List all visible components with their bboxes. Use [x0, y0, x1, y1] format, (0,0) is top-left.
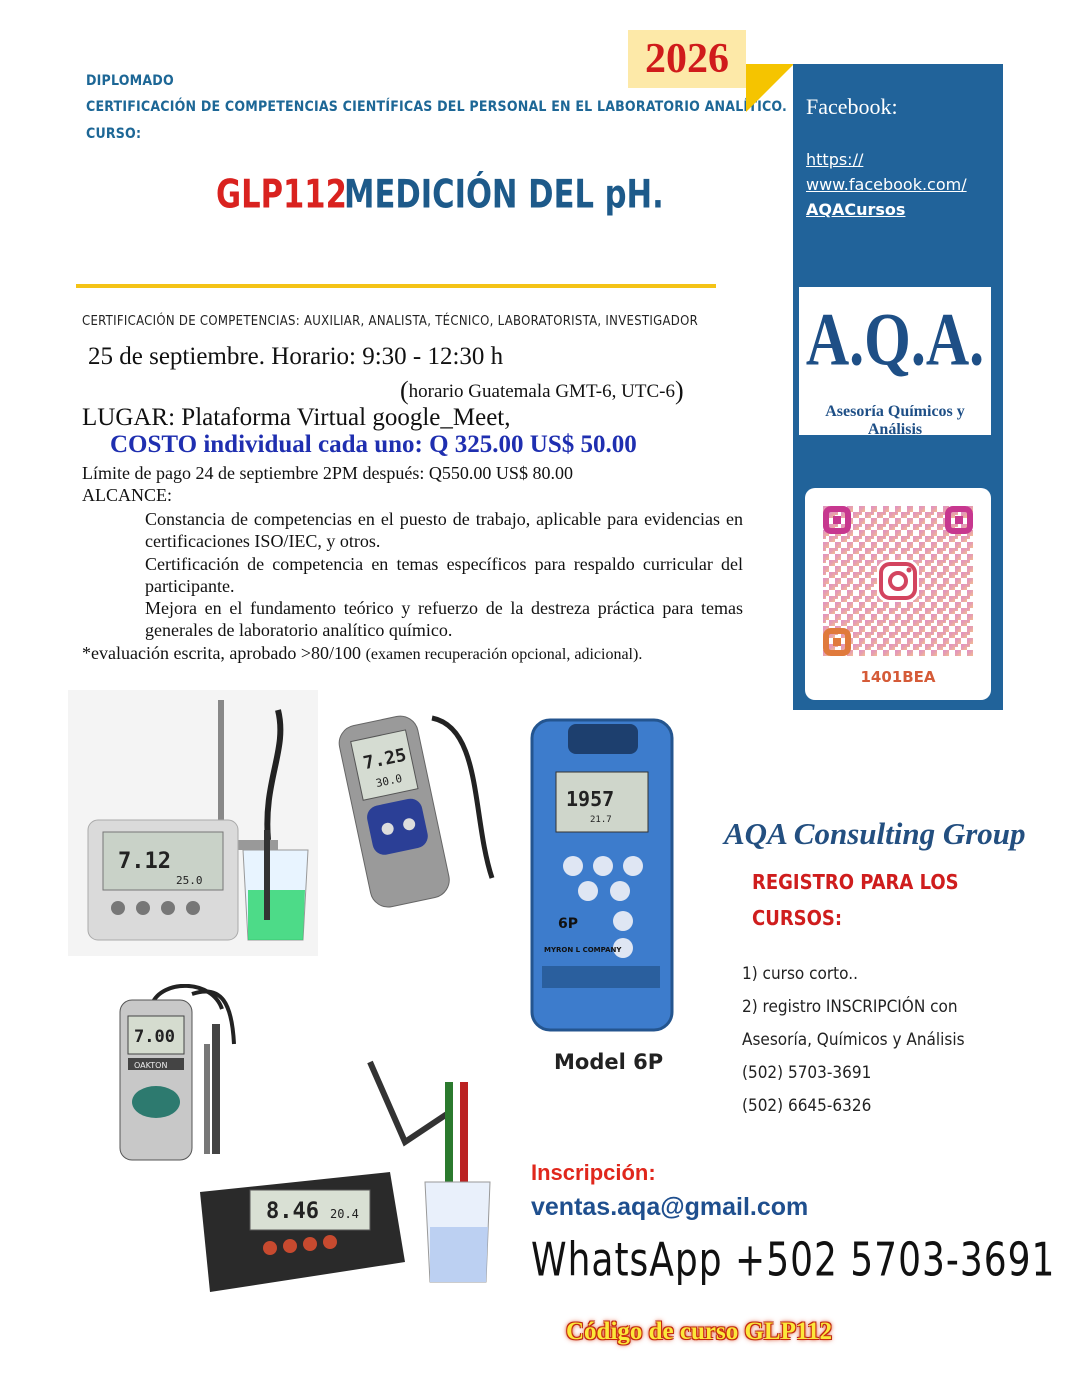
oakton-reading: 7.00: [134, 1027, 175, 1047]
program-label: DIPLOMADO: [86, 73, 174, 89]
program-title: CERTIFICACIÓN DE COMPETENCIAS CIENTÍFICAS DEL PERSONAL EN EL LABORATORIO ANALÍTICO.: [86, 99, 788, 115]
course-name-title: MEDICIÓN DEL pH.: [344, 172, 664, 218]
scope-item-3: Mejora en el fundamento teórico y refuerzo de la destreza práctica para temas generales de laboratorio analítico químico.: [145, 598, 743, 640]
logo-subtitle: Asesoría Químicos y Análisis: [825, 403, 965, 438]
benchtop-meter-image: [68, 690, 318, 956]
title-divider: [76, 284, 716, 288]
phone-1: (502) 5703-3691: [742, 1063, 872, 1083]
facebook-link-part2[interactable]: www.facebook.com/: [806, 175, 967, 194]
bench-temp: 20.4: [330, 1207, 359, 1221]
corner-triangle: [746, 64, 794, 112]
logo-text: A.Q.A.: [805, 298, 985, 381]
registration-title-1: REGISTRO PARA LOS: [752, 870, 959, 894]
payment-deadline: Límite de pago 24 de septiembre 2PM después: Q550.00 US$ 80.00: [82, 463, 573, 483]
registration-step-1: 1) curso corto..: [742, 964, 858, 984]
qr-code-label: 1401BEA: [860, 668, 936, 686]
scope-label: ALCANCE:: [82, 485, 172, 505]
myron-6p-image: [528, 716, 678, 1034]
evaluation-main: *evaluación escrita, aprobado >80/100: [82, 643, 362, 663]
aqa-logo: [799, 287, 991, 438]
evaluation-extra: (examen recuperación opcional, adicional).: [365, 646, 643, 663]
myron-model: 6P: [558, 916, 579, 932]
scope-item-2: Certificación de competencia en temas específicos para respaldo curricular del participante.: [145, 554, 743, 596]
facebook-link-part1[interactable]: https://: [806, 150, 864, 169]
cost: COSTO individual cada uno: Q 325.00 US$ 50.00: [110, 431, 637, 458]
inscription-label: Inscripción:: [531, 1160, 656, 1185]
course-code-badge: Código de curso GLP112: [566, 1318, 832, 1345]
oakton-brand: OAKTON: [134, 1061, 168, 1070]
email-link[interactable]: ventas.aqa@gmail.com: [531, 1193, 809, 1221]
place: LUGAR: Plataforma Virtual google_Meet,: [82, 404, 511, 431]
pen-meter-image: [322, 698, 522, 908]
year-badge: [628, 30, 746, 88]
meter1-temp: 25.0: [176, 874, 203, 887]
registration-step-2: 2) registro INSCRIPCIÓN con: [742, 997, 958, 1017]
timezone-text: horario Guatemala GMT-6, UTC-6: [408, 381, 675, 402]
myron-brand: MYRON L COMPANY: [544, 946, 622, 954]
facebook-label: Facebook:: [806, 94, 898, 119]
whatsapp-number: WhatsApp +502 5703-3691: [531, 1234, 1056, 1287]
scope-item-1: Constancia de competencias en el puesto de trabajo, aplicable para evidencias en certificaciones ISO/IEC, y otros.: [145, 509, 743, 551]
timezone: (horario Guatemala GMT-6, UTC-6): [400, 376, 684, 405]
registration-title-2: CURSOS:: [752, 906, 843, 930]
date-time: 25 de septiembre. Horario: 9:30 - 12:30 h: [88, 343, 504, 370]
myron-reading: 1957: [566, 787, 615, 811]
company-name: AQA Consulting Group: [724, 816, 1026, 851]
meter1-reading: 7.12: [118, 849, 171, 874]
myron-sub: 21.7: [590, 815, 612, 825]
certification-roles: CERTIFICACIÓN DE COMPETENCIAS: AUXILIAR, ANALISTA, TÉCNICO, LABORATORISTA, INVESTIGADOR: [82, 314, 699, 329]
bench-reading: 8.46: [266, 1199, 319, 1224]
model-label: Model 6P: [554, 1050, 664, 1074]
bench-meter-image: [190, 1052, 500, 1300]
facebook-link-part3[interactable]: AQACursos: [806, 200, 906, 219]
year-text: 2026: [645, 36, 729, 82]
course-code-title: GLP112: [216, 172, 347, 218]
pen-temp: 30.0: [374, 771, 404, 791]
pen-reading: 7.25: [361, 744, 409, 775]
course-label: CURSO:: [86, 126, 142, 142]
phone-2: (502) 6645-6326: [742, 1096, 872, 1116]
registration-company: Asesoría, Químicos y Análisis: [742, 1030, 965, 1050]
evaluation-note: [82, 643, 642, 664]
